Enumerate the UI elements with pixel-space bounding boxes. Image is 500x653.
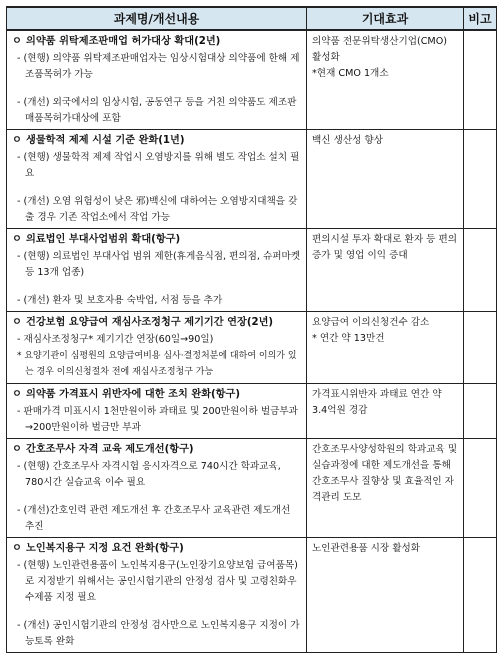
task-detail: - 재심사조정청구* 제기기간 연장(60일→90일) <box>17 334 214 345</box>
table-row <box>7 312 497 384</box>
task-title <box>12 232 301 248</box>
task-cell <box>7 384 307 439</box>
task-title-text: 생물학적 제제 시설 기준 완화(1년) <box>26 135 185 146</box>
effect-cell <box>307 229 464 312</box>
reform-table <box>6 6 497 653</box>
task-cell <box>7 229 307 312</box>
note-cell <box>464 312 497 384</box>
task-detail: - (개선) 환자 및 보호자용 숙박업, 서점 등을 추가 <box>17 295 223 306</box>
task-title-text: 의약품 위탁제조판매업 허가대상 확대(2년) <box>26 36 221 47</box>
effect-text: 가격표시위반자 과태료 연간 약 3.4억원 경감 <box>312 389 442 416</box>
task-cell <box>7 30 307 130</box>
bullet-mark: ㅇ <box>12 135 22 146</box>
task-detail: - (현행) 생물학적 제제 작업시 오염방지를 위해 별도 작업소 설치 필요 <box>17 152 300 179</box>
table-row <box>7 439 497 538</box>
task-detail: - (개선) 외국에서의 임상시험, 공동연구 등을 거친 의약품도 제조판매품목허가대상에 포함 <box>17 97 297 124</box>
note-cell <box>464 384 497 439</box>
task-detail: - (현행) 간호조무사 자격시험 응시자격으로 740시간 학과교육, 780시간 실습교육 이수 필요 <box>17 461 281 488</box>
task-footnote: * 요양기관이 심평원의 요양급여비용 심사·결정처분에 대하여 이의가 있는 경우 이의신청절차 전에 재심사조정청구 가능 <box>17 351 297 377</box>
task-detail: - (개선) 공인시험기관의 안정성 검사만으로 노인복지용구 지정이 가능토록 완화 <box>17 620 300 647</box>
effect-cell <box>307 538 464 653</box>
effect-text: 간호조무사양성학원의 학과교육 및 실습과정에 대한 제도개선을 통해 간호조무사 질향상 및 효율적인 자격관리 도모 <box>312 444 458 503</box>
header-row <box>7 7 497 30</box>
effect-text: 노인관련용품 시장 활성화 <box>312 543 421 554</box>
task-title <box>12 133 301 149</box>
table-row <box>7 30 497 130</box>
header-note: 비고 <box>464 7 497 30</box>
table-row <box>7 384 497 439</box>
header-task: 과제명/개선내용 <box>7 7 307 30</box>
task-title <box>12 387 301 403</box>
note-cell <box>464 130 497 229</box>
task-cell <box>7 130 307 229</box>
header-effect: 기대효과 <box>307 7 464 30</box>
task-detail: - (현행) 의약품 위탁제조판매업자는 임상시험대상 의약품에 한해 제조품목허가 가능 <box>17 53 300 80</box>
task-title-text: 건강보험 요양급여 재심사조정청구 제기기간 연장(2년) <box>26 317 274 328</box>
task-title <box>12 34 301 50</box>
task-title-text: 간호조무사 자격 교육 제도개선(항구) <box>26 444 194 455</box>
effect-text: 요양급여 이의신청건수 감소 <box>312 317 430 328</box>
note-cell <box>464 30 497 130</box>
table-row <box>7 229 497 312</box>
bullet-mark: ㅇ <box>12 389 22 400</box>
note-cell <box>464 538 497 653</box>
task-detail: - 판매가격 미표시시 1천만원이하 과태료 및 200만원이하 벌금부과→200만원이하 벌금만 부과 <box>17 406 298 433</box>
bullet-mark: ㅇ <box>12 234 22 245</box>
effect-cell <box>307 130 464 229</box>
task-cell <box>7 439 307 538</box>
effect-text: *현재 CMO 1개소 <box>312 68 389 79</box>
task-detail: - (개선)간호인력 관련 제도개선 후 간호조무사 교육관련 제도개선 추진 <box>17 505 291 532</box>
reform-table-container <box>6 6 496 653</box>
task-cell <box>7 312 307 384</box>
note-cell <box>464 439 497 538</box>
task-title <box>12 442 301 458</box>
effect-text: 의약품 전문위탁생산기업(CMO) 활성화 <box>312 36 448 63</box>
bullet-mark: ㅇ <box>12 444 22 455</box>
task-title-text: 의약품 가격표시 위반자에 대한 조치 완화(항구) <box>26 389 241 400</box>
table-row <box>7 538 497 653</box>
bullet-mark: ㅇ <box>12 317 22 328</box>
bullet-mark: ㅇ <box>12 36 22 47</box>
note-cell <box>464 229 497 312</box>
effect-text: 편의시설 투자 확대로 환자 등 편의 증가 및 영업 이익 증대 <box>312 234 457 261</box>
effect-text: 백신 생산성 향상 <box>312 135 383 146</box>
effect-cell <box>307 30 464 130</box>
task-detail: - (현행) 노인관련용품이 노인복지용구(노인장기요양보험 급여품목)로 지정받기 위해서는 공인시험기관의 안정성 검사 및 고령친화우수제품 지정 필요 <box>17 560 298 603</box>
task-detail: - (개선) 오염 위험성이 낮은 邪)백신에 대하여는 오염방지대책을 갖출 경우 기존 작업소에서 작업 가능 <box>17 196 298 223</box>
task-detail: - (현행) 의료법인 부대사업 범위 제한(휴게음식점, 편의점, 슈퍼마켓 등 13개 업종) <box>17 251 301 278</box>
task-title-text: 노인복지용구 지정 요건 완화(항구) <box>26 543 184 554</box>
effect-cell <box>307 312 464 384</box>
task-cell <box>7 538 307 653</box>
task-title-text: 의료법인 부대사업범위 확대(항구) <box>26 234 181 245</box>
effect-text: * 연간 약 13만건 <box>312 333 385 344</box>
task-title <box>12 541 301 557</box>
bullet-mark: ㅇ <box>12 543 22 554</box>
effect-cell <box>307 384 464 439</box>
task-title <box>12 315 301 331</box>
table-row <box>7 130 497 229</box>
effect-cell <box>307 439 464 538</box>
